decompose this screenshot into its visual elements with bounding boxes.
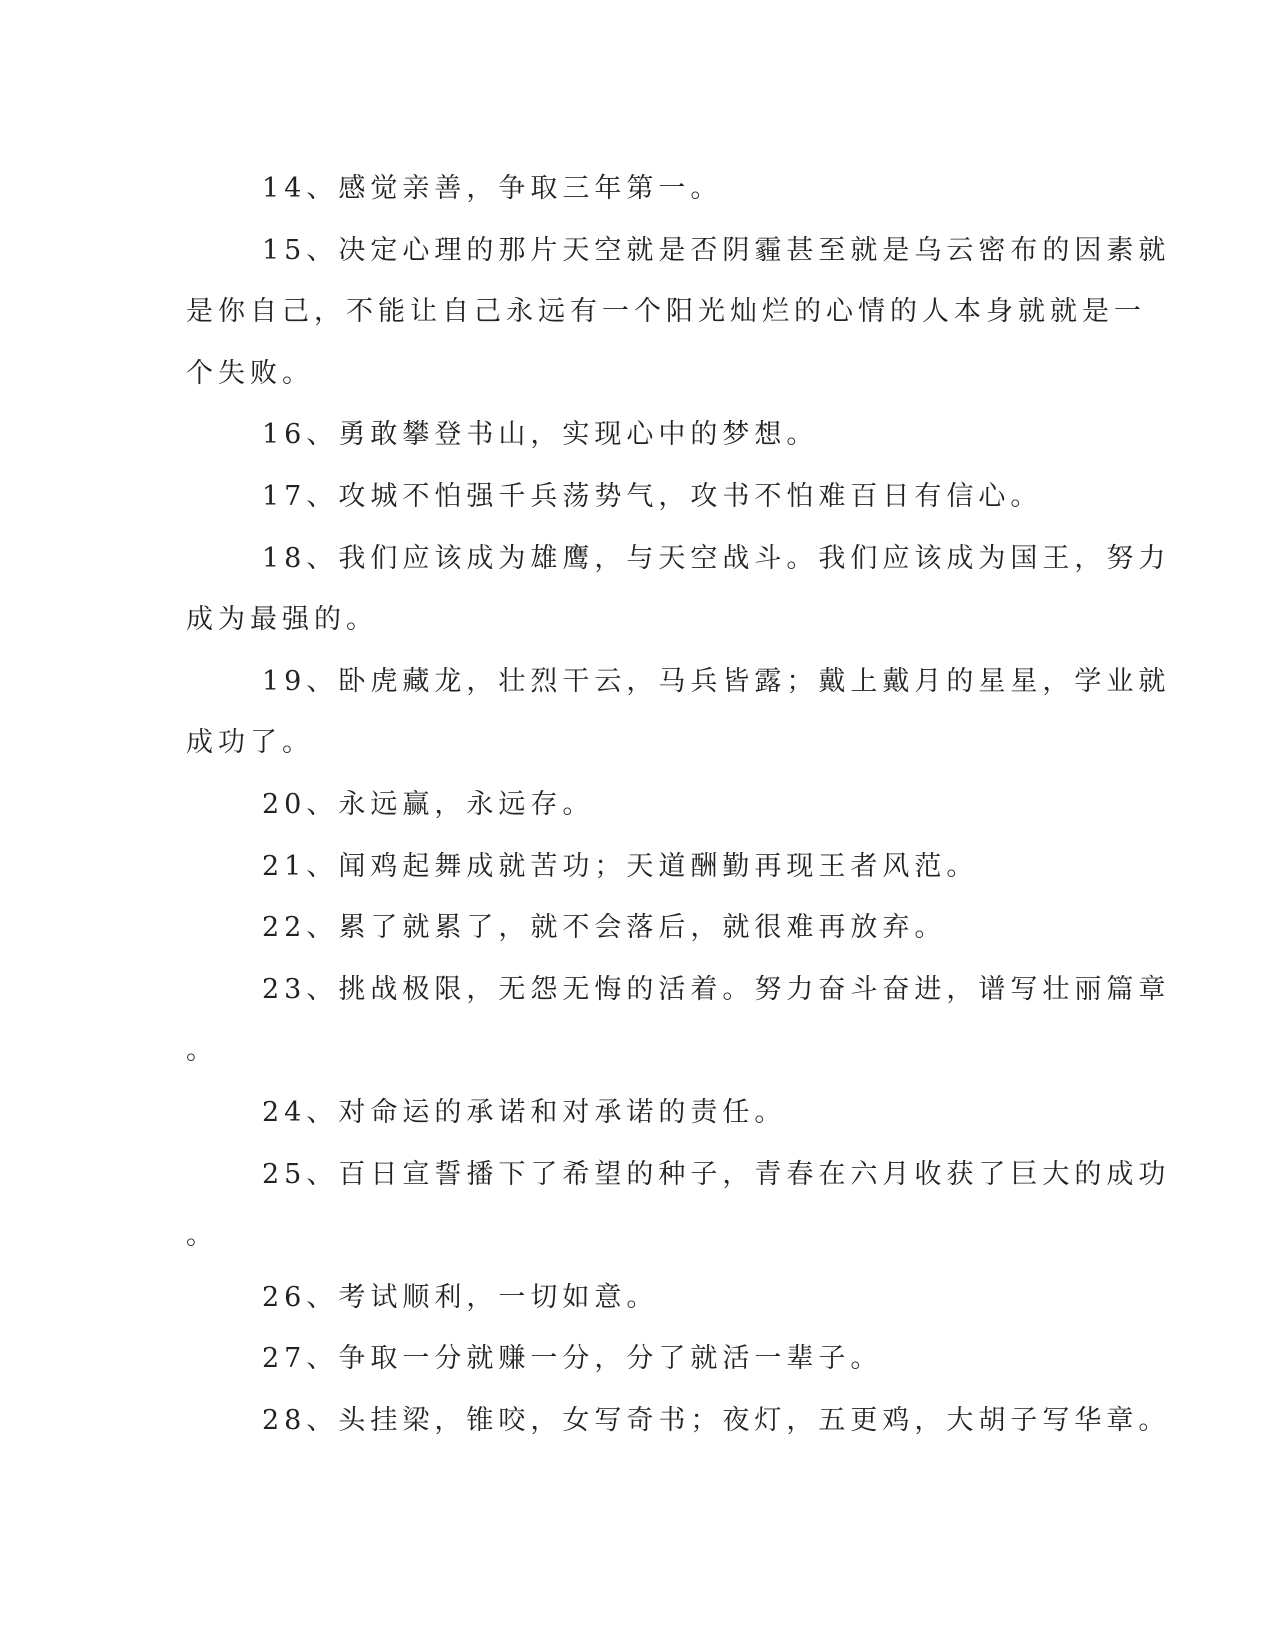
list-item: [186, 897, 1066, 959]
list-item: [186, 774, 1066, 836]
text-line: 15、决定心理的那片天空就是否阴霾甚至就是乌云密布的因素就: [262, 234, 1171, 266]
document-body: [186, 158, 1171, 1451]
text-line: 23、挑战极限，无怨无悔的活着。努力奋斗奋进，谱写壮丽篇章: [262, 973, 1171, 1005]
text-line: 个失败。: [186, 357, 314, 389]
list-item: [186, 836, 1066, 898]
text-line: 25、百日宣誓播下了希望的种子，青春在六月收获了巨大的成功: [262, 1158, 1171, 1190]
text-line: 。: [186, 1035, 218, 1067]
text-line: 14、感觉亲善，争取三年第一。: [262, 173, 723, 204]
text-line: 20、永远赢，永远存。: [262, 788, 595, 820]
text-line: 成为最强的。: [186, 604, 378, 636]
list-item: [186, 158, 1066, 220]
list-item: [186, 1328, 1066, 1390]
text-line: 28、头挂梁，锥咬，女写奇书；夜灯，五更鸡，大胡子写华章。: [262, 1404, 1171, 1436]
text-line: 17、攻城不怕强千兵荡势气，攻书不怕难百日有信心。: [262, 480, 1043, 512]
list-item: [186, 1082, 1066, 1144]
text-line: 21、闻鸡起舞成就苦功；天道酬勤再现王者风范。: [262, 850, 979, 882]
text-line: 。: [186, 1220, 218, 1252]
text-line: 24、对命运的承诺和对承诺的责任。: [262, 1096, 787, 1128]
text-line: 22、累了就累了，就不会落后，就很难再放弃。: [262, 912, 947, 944]
list-item: [186, 466, 1066, 528]
list-item: [186, 528, 1171, 651]
text-line: 16、勇敢攀登书山，实现心中的梦想。: [262, 419, 819, 451]
list-item: [186, 404, 1066, 466]
text-line: 26、考试顺利，一切如意。: [262, 1281, 659, 1313]
list-item: [186, 651, 1171, 774]
list-item: [186, 220, 1171, 405]
text-line: 18、我们应该成为雄鹰，与天空战斗。我们应该成为国王，努力: [262, 542, 1171, 574]
text-line: 成功了。: [186, 727, 314, 759]
list-item: [186, 1144, 1171, 1267]
text-line: 是你自己，不能让自己永远有一个阳光灿烂的心情的人本身就就是一: [186, 296, 1146, 328]
text-line: 19、卧虎藏龙，壮烈干云，马兵皆露；戴上戴月的星星，学业就: [262, 665, 1171, 697]
list-item: [186, 1390, 1171, 1452]
text-line: 27、争取一分就赚一分，分了就活一辈子。: [262, 1343, 883, 1375]
list-item: [186, 959, 1171, 1082]
list-item: [186, 1267, 1066, 1329]
